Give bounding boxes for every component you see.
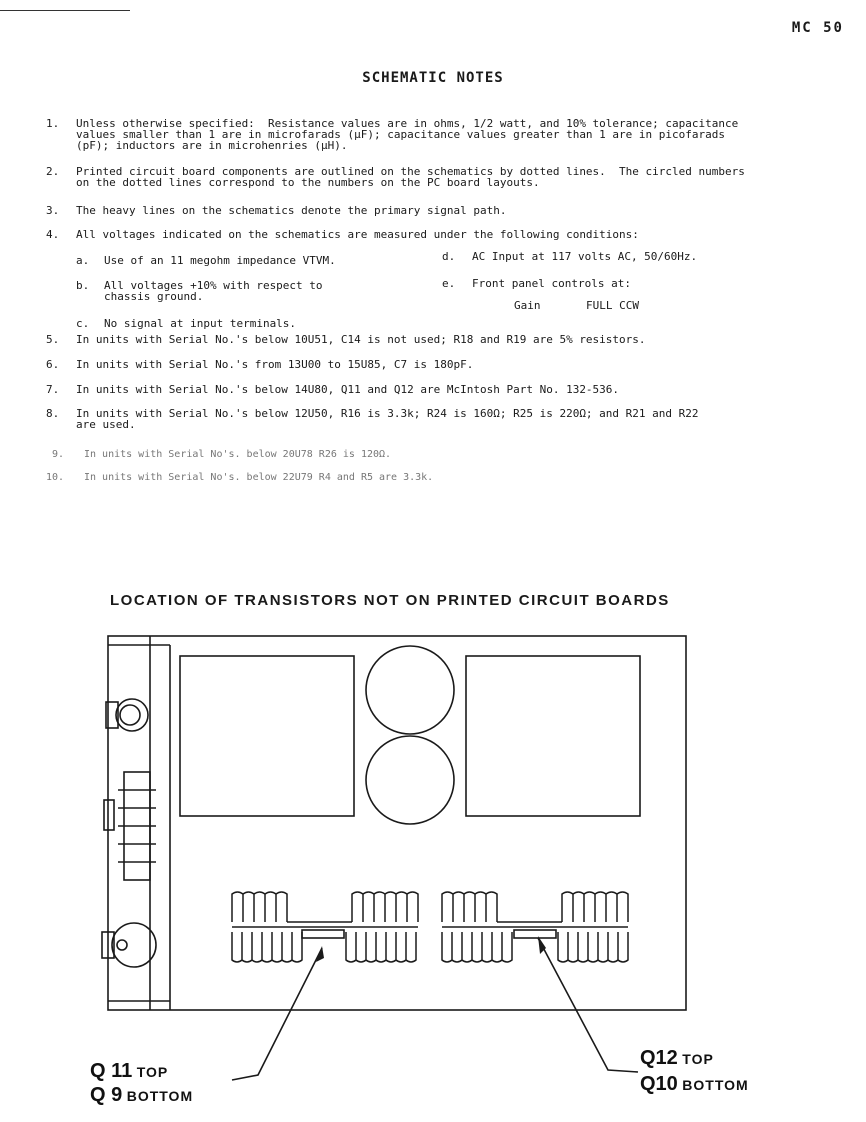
note-text: All voltages indicated on the schematics are measured under the following conditions: — [76, 228, 639, 241]
heatsink-fins — [442, 892, 497, 922]
note-number: 2. — [46, 165, 60, 178]
q12-id: Q12 — [640, 1047, 678, 1069]
condition-d-text: AC Input at 117 volts AC, 50/60Hz. — [472, 250, 698, 263]
q10-position: BOTTOM — [682, 1077, 749, 1093]
gain-label: Gain — [514, 299, 541, 312]
condition-e-text: Front panel controls at: — [472, 277, 631, 290]
heatsinks — [232, 892, 628, 962]
note-text: Unless otherwise specified: Resistance values are in ohms, 1/2 watt, and 10% tolerance; capacitance values smaller than 1 are in microfarads (μF); capacitance values greater than 1 are in picofarads (pF); inductors are in microhenries (μH). — [76, 117, 739, 152]
note-number: 4. — [46, 228, 60, 241]
q11-position: TOP — [136, 1064, 169, 1080]
filter-capacitor-top — [366, 646, 454, 734]
note-number: 1. — [46, 117, 60, 130]
condition-e-letter: e. — [442, 277, 456, 290]
note-text: In units with Serial No's. below 20U78 R26 is 120Ω. — [84, 449, 392, 460]
q11-label — [90, 1060, 168, 1083]
heatsink-fins — [558, 932, 628, 962]
condition-a-text: Use of an 11 megohm impedance VTVM. — [104, 254, 336, 267]
note-text: The heavy lines on the schematics denote the primary signal path. — [76, 204, 507, 217]
heatsink-fins — [232, 892, 287, 922]
model-number: MC 50 — [791, 20, 844, 36]
note-number: 5. — [46, 333, 60, 346]
heatsink-fins — [442, 932, 512, 962]
condition-d-letter: d. — [442, 250, 456, 263]
note-text: In units with Serial No.'s below 14U80, Q11 and Q12 are McIntosh Part No. 132-536. — [76, 383, 620, 396]
q12-label — [640, 1047, 714, 1070]
note-number: 7. — [46, 383, 60, 396]
note-text: Printed circuit board components are outlined on the schematics by dotted lines. The circled numbers on the dotted lines correspond to the numbers on the PC board layouts. — [76, 165, 745, 189]
q12-position: TOP — [682, 1051, 714, 1067]
note-text: In units with Serial No.'s from 13U00 to 15U85, C7 is 180pF. — [76, 358, 474, 371]
q11-id: Q 11 — [90, 1060, 133, 1082]
condition-b-letter: b. — [76, 279, 90, 292]
condition-c-text: No signal at input terminals. — [104, 317, 297, 330]
note-number: 10. — [46, 472, 65, 483]
page-title: SCHEMATIC NOTES — [362, 70, 504, 86]
condition-c-letter: c. — [76, 317, 90, 330]
note-text: In units with Serial No.'s below 10U51, C14 is not used; R18 and R19 are 5% resistors. — [76, 333, 646, 346]
chassis-outline — [108, 636, 686, 1010]
filter-capacitor-bottom — [366, 736, 454, 824]
location-diagram-title: LOCATION OF TRANSISTORS NOT ON PRINTED CIRCUIT BOARDS — [110, 592, 670, 609]
q9-label — [90, 1084, 193, 1107]
note-number: 3. — [46, 204, 60, 217]
q11-arrowhead — [316, 946, 324, 962]
note-text: In units with Serial No's. below 22U79 R4 and R5 are 3.3k. — [84, 472, 434, 483]
note-number: 9. — [52, 449, 65, 460]
note-number: 8. — [46, 407, 60, 420]
gain-value: FULL CCW — [586, 299, 639, 312]
condition-b-text: All voltages +10% with respect to chassis ground. — [104, 279, 323, 303]
q9-position: BOTTOM — [126, 1088, 194, 1104]
q11-leader-line — [232, 948, 322, 1080]
q9-id: Q 9 — [90, 1084, 123, 1106]
heatsink-fins — [346, 932, 416, 962]
transistor-q11-q9 — [302, 930, 344, 938]
transistor-q12-q10 — [514, 930, 556, 938]
heatsink-fins — [232, 932, 302, 962]
note-text: In units with Serial No.'s below 12U50, R16 is 3.3k; R24 is 160Ω; R25 is 220Ω; and R21 and R22 are used. — [76, 407, 699, 431]
left-transformer — [180, 656, 354, 816]
q10-id: Q10 — [640, 1073, 678, 1095]
right-transformer — [466, 656, 640, 816]
q10-label — [640, 1073, 749, 1096]
heatsink-fins — [352, 892, 418, 922]
note-number: 6. — [46, 358, 60, 371]
heatsink-fins — [562, 892, 628, 922]
condition-a-letter: a. — [76, 254, 90, 267]
